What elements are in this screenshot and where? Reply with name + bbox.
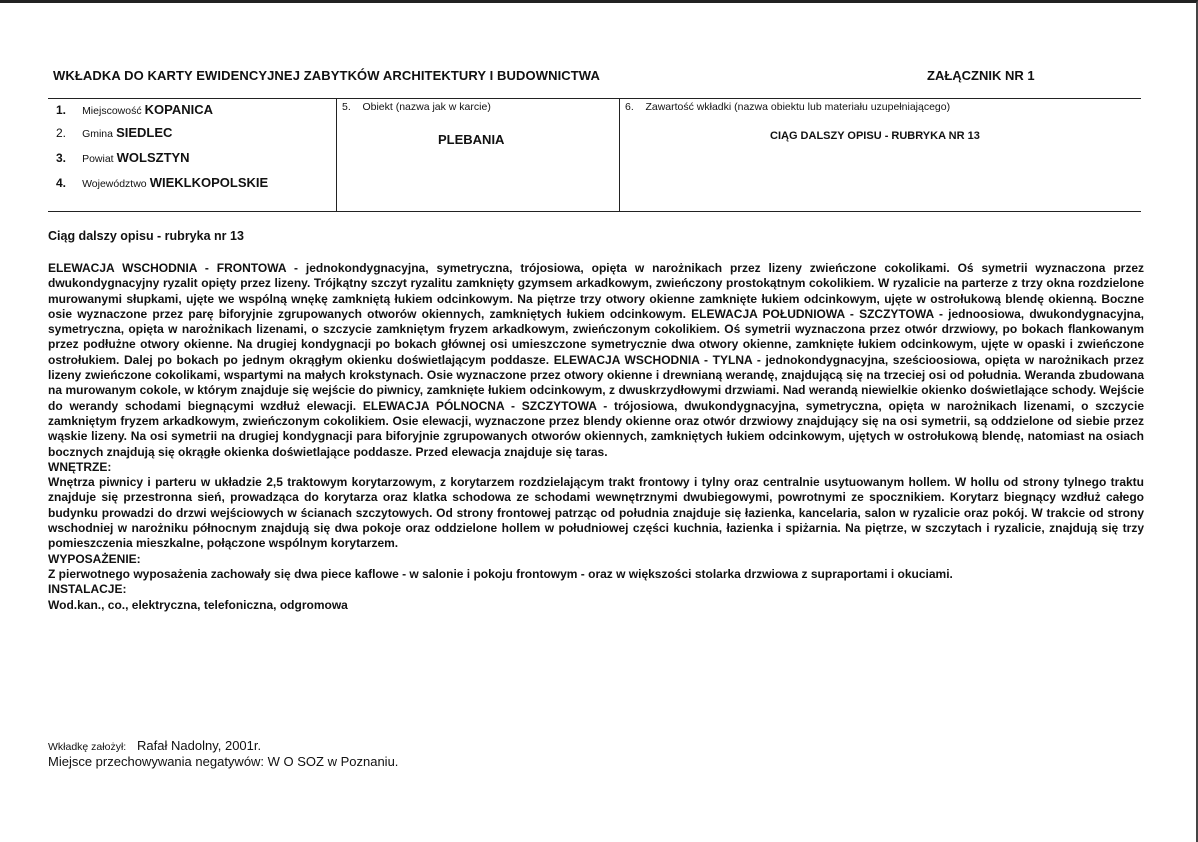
field-label: Powiat [82,153,114,165]
footer-author [48,738,261,753]
location-row-powiat [56,150,190,165]
location-row-miejscowosc [56,102,213,117]
row-number: 3. [56,151,67,165]
content-number: 6. [625,101,634,113]
paragraph-installations: Wod.kan., co., elektryczna, telefoniczna, odgromowa [48,597,348,612]
info-box [48,98,1141,212]
paragraph-elevations: ELEWACJA WSCHODNIA - FRONTOWA - jednokondygnacyjna, symetryczna, trójosiowa, opięta w narożnikach przez lizeny zwieńczone cokolikami. Oś symetrii wyznaczona przez dwukondygnacyjny ryzalit opięty przez lizeny. Trójkątny szczyt ryzalitu zamknięty gzymsem arkadkowym, zwieńczony prostokątnym cokolikiem. W ryzalicie na parterze z trzy okna rozdzielone murowanymi słupkami, ujęte we wspólną wnękę zamkniętą łukiem odcinkowym. Na piętrze trzy otwory okienne zamknięte łukiem odcinkowym, ujęte w ostrołukową blendę okienną. Boczne osie wyznaczone przez parę biforyjnie zgrupowanych otworów okiennych, zamkniętych łukiem odcinkowym. ELEWACJA POŁUDNIOWA - SZCZYTOWA - jednoosiowa, dwukondygnacyjna, symetryczna, opięta w narożnikach lizenami, o szczycie zamkniętym fryzem arkadkowym, zwieńczonym cokolikiem. Oś symetrii wyznaczona przez otwór drzwiowy, po bokach flankowanym przez podłużne otwory okienne. Na drugiej kondygnacji po bokach głównej osi umieszczone symetrycznie dwa otwory okienne, zamknięte łukiem odcinkowym, ujęte w opaski i zwieńczone ostrołukiem. Dalej po bokach po jednym okrągłym okienku doświetlającym poddasze. ELEWACJA WSCHODNIA - TYLNA - jednokondygnacyjna, sześcioosiowa, opięta w narożnikach przez lizeny zwieńczone cokolikami, wspartymi na małych krokstynach. Osie wyznaczone przez otwory okienne i drewnianą werandę, znajdującą się na trzeciej osi od południa. Weranda zbudowana na murowanym cokole, w którym znajduje się wejście do piwnicy, zamknięte łukiem odcinkowym, z dwuskrzydłowymi drzwiami. Nad werandą niewielkie okienko doświetlające schody. Wejście do werandy schodami biegnącymi wzdłuż elewacji. ELEWACJA PÓLNOCNA - SZCZYTOWA - trójosiowa, dwukondygnacyjna, symetryczna, opięta w narożnikach lizenami, o szczycie zamkniętym fryzem arkadkowym, zwieńczonym cokolikiem. Osie elewacji, wyznaczone przez blendy okienne oraz otwór drzwiowy znajdujący się na osi symetrii, są oddzielone od siebie przez wąskie lizeny. Na osi symetrii na drugiej kondygnacji para biforyjnie zgrupowanych otworów okiennych, zamkniętych łukiem odcinkowym, ujętych w ostrołukową blendę, natomiast na osiach bocznych znajdują się okrągłe okienka doświetlające poddasze. Przed elewacja znajduje się taras. [48,261,1144,459]
row-number: 2. [56,126,67,140]
column-divider [619,99,620,211]
paragraph-equipment: Z pierwotnego wyposażenia zachowały się dwa piece kaflowe - w salonie i pokoju frontowym - oraz w większości stolarka drzwiowa z supraportami i okuciami. [48,566,953,581]
heading-equipment: WYPOSAŻENIE: [48,551,141,566]
row-number: 1. [56,103,67,117]
row-number: 4. [56,176,67,190]
object-label: Obiekt (nazwa jak w karcie) [362,101,491,113]
description-body [48,261,1144,613]
paragraph-interior: Wnętrza piwnicy i parteru w układzie 2,5 traktowym korytarzowym, z korytarzem rozdzielającym trakt frontowy i tylny oraz centralnie usytuowanym hollem. W hollu od strony tylnego traktu znajduje się przestronna sień, prowadząca do korytarza oraz klatka schodowa ze schodami wewnętrznymi dwubiegowymi, powrotnymi ze spocznikiem. Korytarz biegnący wzdłuż całego budynku prowadzi do drzwi wejściowych w ścianach szczytowych. Od strony frontowej patrząc od południa znajduje się łazienka, kancelaria, salon w ryzalicie oraz pokój. W trakcie od strony wschodniej w narożniku północnym znajdują się dwa pokoje oraz oddzielone hollem w południowej części kuchnia, łazienka i spiżarnia. Na piętrze, w szczytach i ryzalicie, znajdują się trzy pomieszczenia mieszkalne, połączone wspólnym korytarzem. [48,475,1144,551]
footer-storage: Miejsce przechowywania negatywów: W O SOZ w Poznaniu. [48,754,399,769]
content-field-label [625,101,950,113]
field-label: Miejscowość [82,105,142,117]
field-value: WOLSZTYN [116,150,190,165]
field-label: Województwo [82,178,147,190]
object-field-label [342,101,491,113]
field-value: WIEKLKOPOLSKIE [149,175,269,190]
content-value: CIĄG DALSZY OPISU - RUBRYKA NR 13 [770,130,980,142]
author-label: Wkładkę założył: [48,741,127,753]
author-value: Rafał Nadolny, 2001r. [137,738,262,753]
location-row-gmina [56,125,172,140]
field-value: SIEDLEC [116,125,173,140]
column-divider [336,99,337,211]
section-heading: Ciąg dalszy opisu - rubryka nr 13 [48,229,244,243]
field-label: Gmina [82,128,113,140]
annex-number: ZAŁĄCZNIK NR 1 [927,68,1035,83]
heading-installations: INSTALACJE: [48,582,127,597]
object-number: 5. [342,101,351,113]
document-title: WKŁADKA DO KARTY EWIDENCYJNEJ ZABYTKÓW ARCHITEKTURY I BUDOWNICTWA [53,68,600,83]
field-value: KOPANICA [144,102,214,117]
location-row-wojewodztwo [56,175,268,190]
heading-interior: WNĘTRZE: [48,459,112,474]
content-label: Zawartość wkładki (nazwa obiektu lub materiału uzupełniającego) [645,101,951,113]
object-value: PLEBANIA [438,132,505,147]
